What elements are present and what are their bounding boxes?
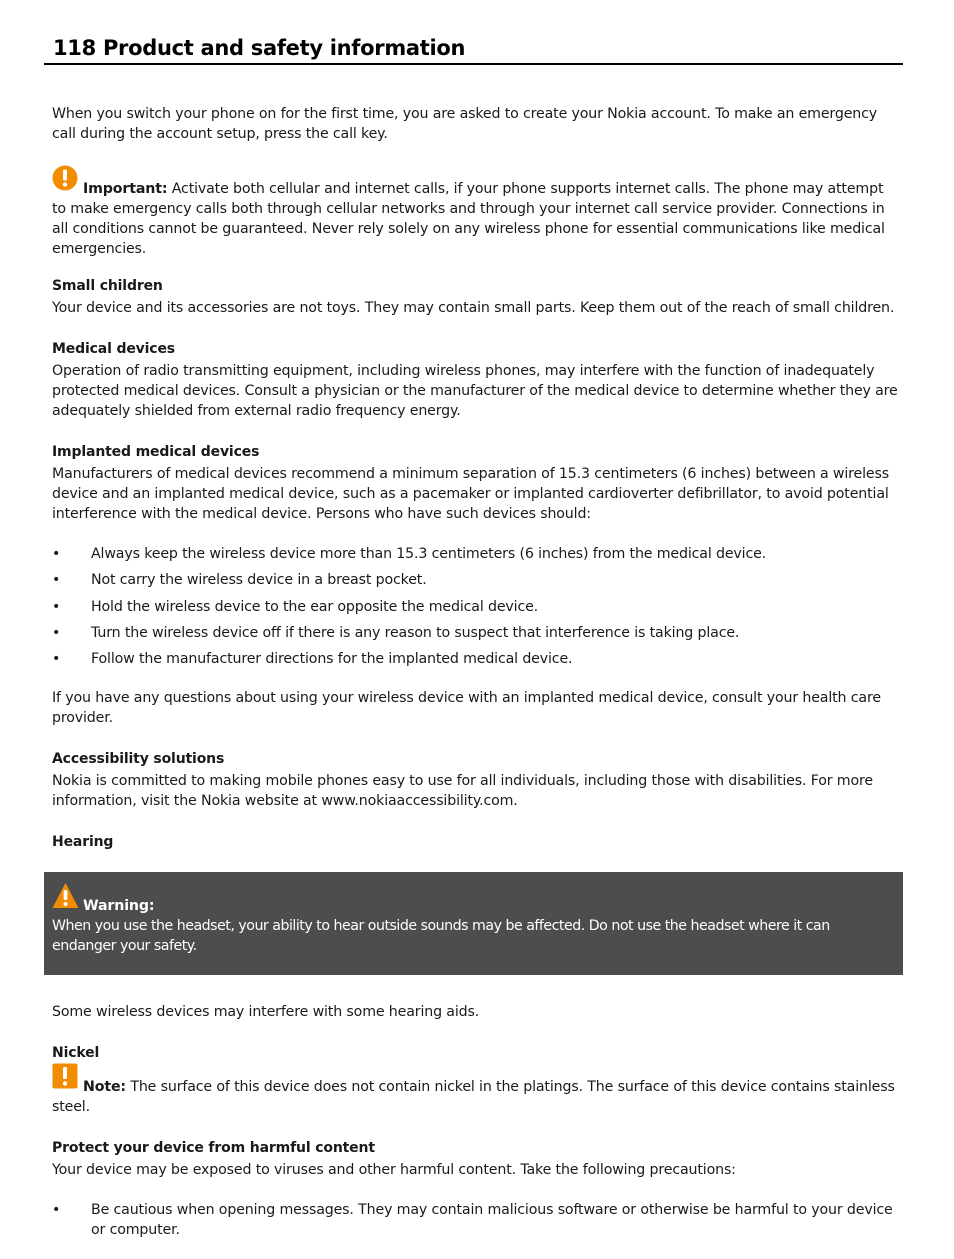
bullet-icon: •	[52, 1202, 61, 1219]
list-item: • Follow the manufacturer directions for the implanted medical device.	[52, 651, 573, 668]
medical-devices-heading: Medical devices	[52, 341, 175, 357]
hearing-heading: Hearing	[52, 834, 114, 851]
warning-box	[44, 872, 903, 975]
list-item: • Always keep the wireless device more than 15.3 centimeters (6 inches) from the medical device.	[52, 546, 767, 562]
exclamation-circle-icon	[52, 171, 78, 197]
note-label: Note:	[83, 1079, 126, 1096]
small-children-text: Your device and its accessories are not toys. They may contain small parts. Keep them out of the reach of small children.	[52, 300, 895, 316]
warning-triangle-icon	[52, 888, 78, 914]
page-title: 118 Product and safety information	[53, 36, 466, 60]
hearing-after-text: Some wireless devices may interfere with some hearing aids.	[52, 1004, 480, 1021]
list-item: • Not carry the wireless device in a breast pocket.	[52, 572, 427, 589]
page-content	[52, 104, 900, 1259]
implanted-after-text: If you have any questions about using your wireless device with an implanted medical device, consult your health care provider.	[52, 690, 881, 727]
nickel-heading: Nickel	[52, 1045, 100, 1062]
list-item: • Hold the wireless device to the ear opposite the medical device.	[52, 598, 539, 615]
list-item: • Turn the wireless device off if there is any reason to suspect that interference is taking place.	[52, 624, 740, 641]
warning-label: Warning:	[83, 898, 155, 915]
bullet-icon: •	[52, 624, 61, 641]
important-text: Activate both cellular and internet calls, if your phone supports internet calls. The phone may attempt to make emergency calls both through cellular networks and through your internet call service provider. Connections in all conditions cannot be guaranteed. Never rely solely on any wireless phone for essential communications like medical emergencies.	[52, 181, 885, 257]
note-text: The surface of this device does not contain nickel in the platings. The surface of this device contains stainless steel.	[52, 1079, 895, 1116]
protect-text: Your device may be exposed to viruses and other harmful content. Take the following precautions:	[52, 1162, 736, 1179]
nickel-note	[52, 1069, 900, 1117]
important-callout	[52, 171, 900, 259]
bullet-icon: •	[52, 651, 61, 668]
page-header	[44, 36, 903, 65]
implanted-heading: Implanted medical devices	[52, 444, 260, 460]
protect-heading: Protect your device from harmful content	[52, 1140, 375, 1157]
list-item: • Be cautious when opening messages. They may contain malicious software or otherwise be harmful to your device or computer.	[52, 1202, 893, 1239]
small-children-heading: Small children	[52, 278, 163, 294]
implanted-bullet-list	[52, 544, 900, 669]
bullet-icon: •	[52, 546, 61, 562]
intro-paragraph: When you switch your phone on for the first time, you are asked to create your Nokia account. To make an emergency call during the account setup, press the call key.	[52, 106, 878, 142]
important-label: Important:	[83, 181, 168, 197]
warning-text: When you use the headset, your ability to hear outside sounds may be affected. Do not use the headset where it can endanger your safety.	[52, 918, 830, 955]
implanted-text: Manufacturers of medical devices recommend a minimum separation of 15.3 centimeters (6 inches) between a wireless device and an implanted medical device, such as a pacemaker or implanted cardioverter defibrillator, to avoid potential interference with the medical device. Persons who have such devices should:	[52, 466, 889, 522]
accessibility-heading: Accessibility solutions	[52, 751, 225, 768]
bullet-icon: •	[52, 598, 61, 615]
medical-devices-text: Operation of radio transmitting equipment, including wireless phones, may interfere with the function of inadequately protected medical devices. Consult a physician or the manufacturer of the medical device to determine whether they are adequately shielded from external radio frequency energy.	[52, 363, 898, 419]
accessibility-text: Nokia is committed to making mobile phones easy to use for all individuals, including those with disabilities. For more information, visit the Nokia website at www.nokiaaccessibility.com.	[52, 773, 873, 810]
protect-bullet-list	[52, 1200, 900, 1240]
bullet-icon: •	[52, 572, 61, 589]
exclamation-square-icon	[52, 1069, 78, 1095]
